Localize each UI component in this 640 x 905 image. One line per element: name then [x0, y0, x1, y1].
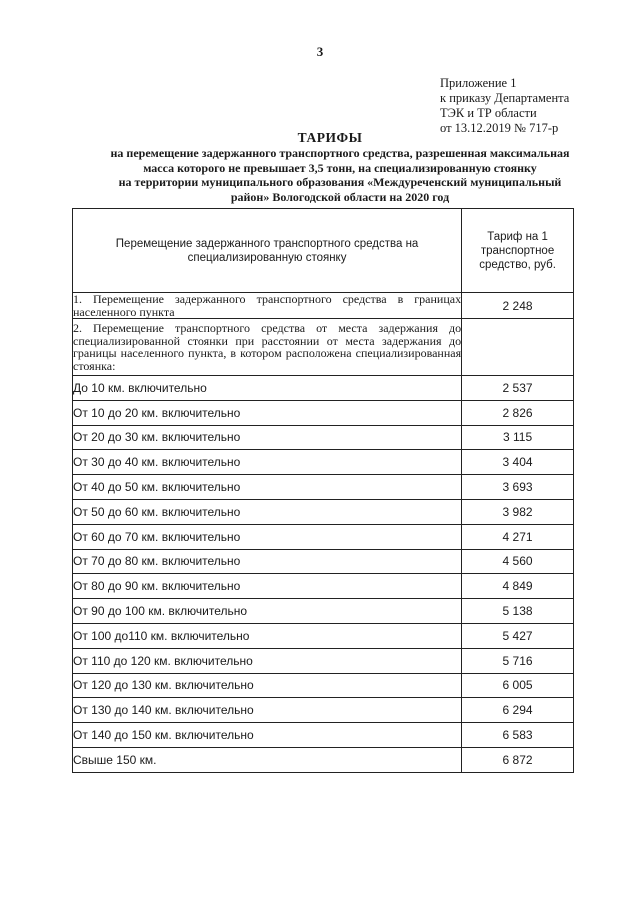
subtitle-line: на перемещение задержанного транспортного средства, разрешенная максимальная	[110, 146, 570, 160]
range-value: 6 583	[462, 723, 574, 748]
range-value: 6 294	[462, 698, 574, 723]
range-label: От 60 до 70 км. включительно	[73, 524, 462, 549]
table-row	[73, 549, 574, 574]
range-value: 2 826	[462, 400, 574, 425]
range-value: 4 271	[462, 524, 574, 549]
table-row	[73, 698, 574, 723]
table-row	[73, 673, 574, 698]
table-row	[73, 599, 574, 624]
table-row	[73, 747, 574, 772]
range-label: От 20 до 30 км. включительно	[73, 425, 462, 450]
range-value: 3 982	[462, 499, 574, 524]
range-label: Свыше 150 км.	[73, 747, 462, 772]
table-row	[73, 499, 574, 524]
table-row	[73, 648, 574, 673]
range-value: 4 560	[462, 549, 574, 574]
document-subtitle	[80, 146, 600, 204]
range-value: 3 115	[462, 425, 574, 450]
range-value: 2 537	[462, 376, 574, 401]
item1-description: 1. Перемещение задержанного транспортного средства в границах населенного пункта	[73, 292, 462, 319]
page-number: 3	[316, 44, 324, 59]
header-tariff: Тариф на 1 транспортное средство, руб.	[462, 209, 574, 293]
header-description: Перемещение задержанного транспортного средства на специализированную стоянку	[73, 209, 462, 293]
range-value: 5 716	[462, 648, 574, 673]
range-value: 3 404	[462, 450, 574, 475]
appendix-reference	[440, 76, 569, 136]
item1-value: 2 248	[462, 293, 574, 319]
document-title: ТАРИФЫ	[297, 130, 363, 145]
table-row	[73, 450, 574, 475]
table-row	[73, 524, 574, 549]
table-row	[73, 574, 574, 599]
subtitle-line: район» Вологодской области на 2020 год	[230, 189, 450, 204]
range-label: До 10 км. включительно	[73, 376, 462, 401]
range-label: От 40 до 50 км. включительно	[73, 475, 462, 500]
range-value: 4 849	[462, 574, 574, 599]
subtitle-line: масса которого не превышает 3,5 тонн, на специализированную стоянку	[143, 160, 537, 175]
range-label: От 120 до 130 км. включительно	[73, 673, 462, 698]
appendix-line: от 13.12.2019 № 717-р	[440, 121, 559, 135]
range-value: 6 005	[462, 673, 574, 698]
range-value: 3 693	[462, 475, 574, 500]
table-row	[73, 293, 574, 319]
table-row	[73, 723, 574, 748]
appendix-line: к приказу Департамента	[440, 91, 570, 105]
tariff-table	[72, 208, 574, 773]
range-value: 5 138	[462, 599, 574, 624]
range-label: От 90 до 100 км. включительно	[73, 599, 462, 624]
table-row	[73, 623, 574, 648]
appendix-line: ТЭК и ТР области	[440, 106, 537, 120]
table-row	[73, 319, 574, 376]
appendix-line: Приложение 1	[440, 76, 517, 90]
range-label: От 80 до 90 км. включительно	[73, 574, 462, 599]
table-row	[73, 400, 574, 425]
range-label: От 10 до 20 км. включительно	[73, 400, 462, 425]
range-label: От 140 до 150 км. включительно	[73, 723, 462, 748]
range-value: 5 427	[462, 623, 574, 648]
item2-value	[462, 319, 574, 376]
table-row	[73, 376, 574, 401]
table-header-row	[73, 209, 574, 293]
range-value: 6 872	[462, 747, 574, 772]
range-label: От 100 до110 км. включительно	[73, 623, 462, 648]
subtitle-line: на территории муниципального образования «Междуреченский муниципальный	[118, 175, 562, 189]
range-label: От 50 до 60 км. включительно	[73, 499, 462, 524]
item2-description: 2. Перемещение транспортного средства от места задержания до специализированной стоянки при расстоянии от места задержания до границы населенного пункта, в котором расположена специализированная стоянка:	[73, 319, 462, 376]
table-row	[73, 475, 574, 500]
table-row	[73, 425, 574, 450]
range-label: От 30 до 40 км. включительно	[73, 450, 462, 475]
range-label: От 130 до 140 км. включительно	[73, 698, 462, 723]
range-label: От 110 до 120 км. включительно	[73, 648, 462, 673]
range-label: От 70 до 80 км. включительно	[73, 549, 462, 574]
